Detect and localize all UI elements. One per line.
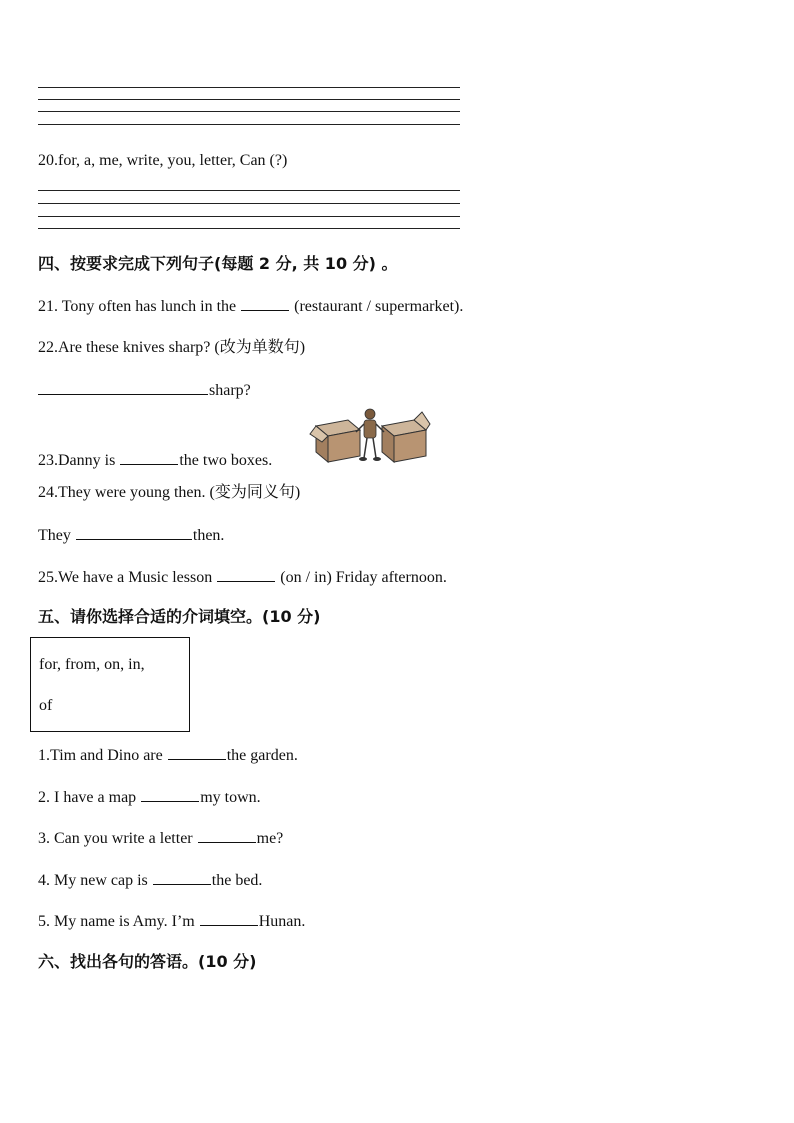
section-5-title: 五、请你选择合适的介词填空。(10 分) bbox=[38, 607, 321, 626]
question-23-text: 23.Danny is bbox=[38, 452, 120, 469]
item-suffix: Hunan. bbox=[258, 913, 306, 930]
word-box-line-1: for, from, on, in, bbox=[39, 656, 145, 673]
question-21 bbox=[38, 296, 463, 317]
answer-line bbox=[38, 190, 460, 191]
item-text: 2. I have a map bbox=[38, 789, 141, 806]
item-suffix: the garden. bbox=[226, 747, 298, 764]
question-25-suffix: (on / in) Friday afternoon. bbox=[276, 569, 447, 586]
blank[interactable] bbox=[200, 911, 258, 926]
question-21-options: (restaurant / supermarket). bbox=[290, 298, 464, 315]
question-24: 24.They were young then. (变为同义句) bbox=[38, 484, 301, 501]
question-23 bbox=[38, 450, 272, 471]
answer-line bbox=[38, 87, 460, 88]
item-text: 5. My name is Amy. I’m bbox=[38, 913, 199, 930]
question-25-text: 25.We have a Music lesson bbox=[38, 569, 217, 586]
answer-line bbox=[38, 99, 460, 100]
blank[interactable] bbox=[76, 525, 192, 540]
exercise-item-5 bbox=[38, 911, 305, 932]
question-22-answer bbox=[38, 380, 251, 401]
answer-line bbox=[38, 111, 460, 112]
item-text: 1.Tim and Dino are bbox=[38, 747, 167, 764]
answer-line bbox=[38, 203, 460, 204]
word-box-line-2: of bbox=[39, 697, 53, 714]
blank[interactable] bbox=[217, 567, 275, 582]
blank[interactable] bbox=[198, 828, 256, 843]
answer-prefix: They bbox=[38, 527, 75, 544]
answer-line bbox=[38, 124, 460, 125]
blank[interactable] bbox=[141, 787, 199, 802]
exercise-item-1 bbox=[38, 745, 298, 766]
blank[interactable] bbox=[241, 296, 289, 311]
blank[interactable] bbox=[168, 745, 226, 760]
question-24-answer bbox=[38, 525, 224, 546]
answer-line bbox=[38, 228, 460, 229]
boxes-illustration-icon bbox=[308, 404, 432, 466]
answer-line bbox=[38, 216, 460, 217]
item-text: 4. My new cap is bbox=[38, 872, 152, 889]
item-suffix: me? bbox=[256, 830, 284, 847]
question-25 bbox=[38, 567, 447, 588]
question-22: 22.Are these knives sharp? (改为单数句) bbox=[38, 339, 306, 356]
answer-suffix: sharp? bbox=[209, 382, 251, 399]
item-suffix: my town. bbox=[200, 789, 261, 806]
blank[interactable] bbox=[120, 450, 178, 465]
section-4-title: 四、按要求完成下列句子(每题 2 分, 共 10 分) 。 bbox=[38, 254, 398, 273]
blank[interactable] bbox=[153, 870, 211, 885]
exercise-item-3 bbox=[38, 828, 283, 849]
exercise-item-4 bbox=[38, 870, 262, 891]
answer-suffix: then. bbox=[192, 527, 225, 544]
blank[interactable] bbox=[38, 380, 208, 395]
word-box bbox=[30, 637, 190, 732]
item-text: 3. Can you write a letter bbox=[38, 830, 197, 847]
question-20: 20.for, a, me, write, you, letter, Can (?) bbox=[38, 152, 288, 169]
item-suffix: the bed. bbox=[211, 872, 263, 889]
question-21-text: 21. Tony often has lunch in the bbox=[38, 298, 241, 315]
question-23-suffix: the two boxes. bbox=[179, 452, 273, 469]
section-6-title: 六、找出各句的答语。(10 分) bbox=[38, 952, 257, 971]
exercise-item-2 bbox=[38, 787, 261, 808]
